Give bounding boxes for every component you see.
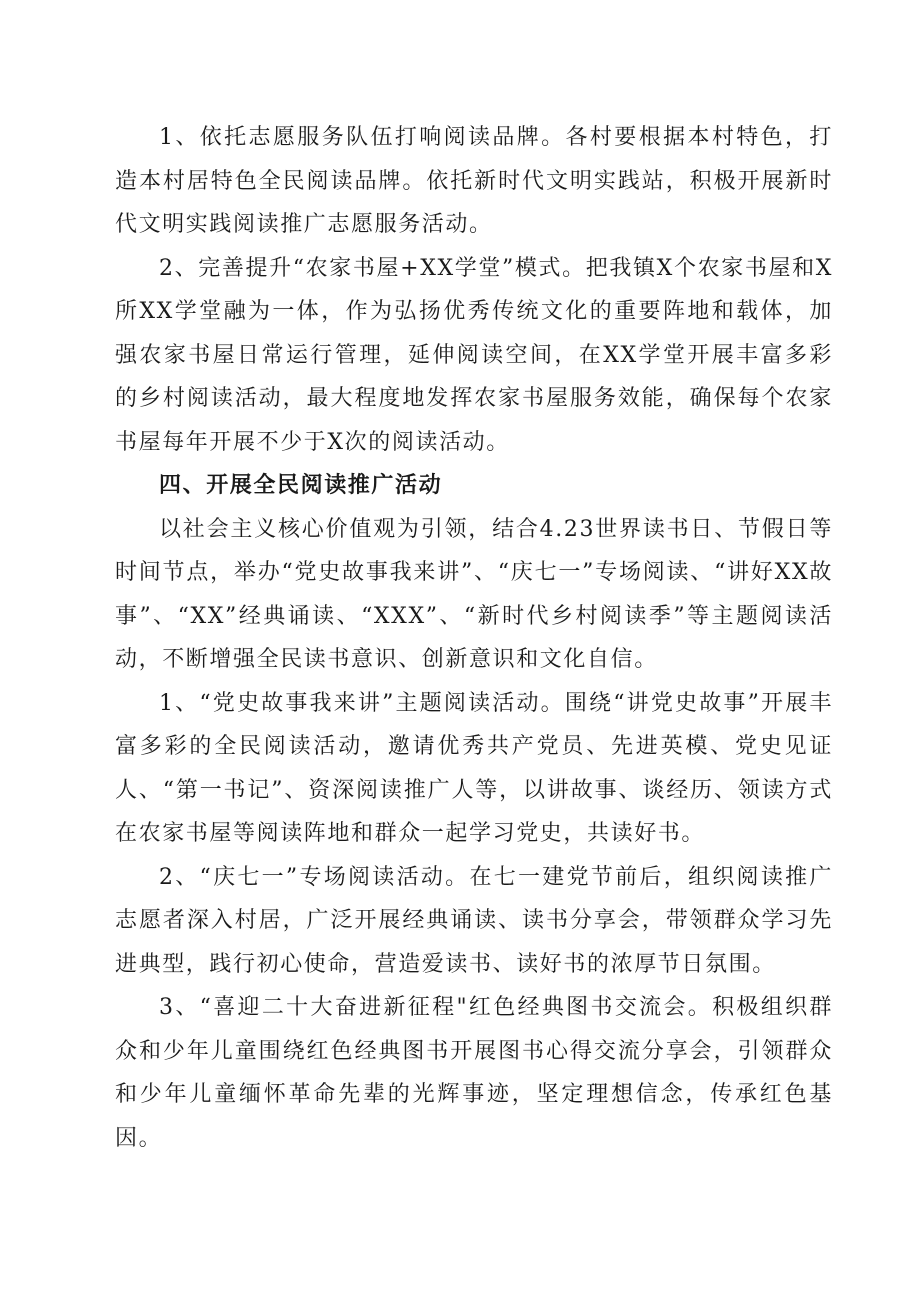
paragraph-village-reading-brand: 1、依托志愿服务队伍打响阅读品牌。各村要根据本村特色，打造本村居特色全民阅读品牌。依托新时代文明实践站，积极开展新时代文明实践阅读推广志愿服务活动。 — [115, 125, 833, 237]
paragraph-july-first-reading: 2、“庆七一”专场阅读活动。在七一建党节前后，组织阅读推广志愿者深入村居，广泛开展经典诵读、读书分享会，带领群众学习先进典型，践行初心使命，营造爱读书、读好书的浓厚节日氛围。 — [115, 864, 833, 977]
paragraph-party-history-stories: 1、“党史故事我来讲”主题阅读活动。围绕“讲党史故事”开展丰富多彩的全民阅读活动，邀请优秀共产党员、先进英模、党史见证人、“第一书记”、资深阅读推广人等，以讲故事、谈经历、领读方式在农家书屋等阅读阵地和群众一起学习党史，共读好书。 — [115, 690, 833, 846]
section-heading-reading-activities: 四、开展全民阅读推广活动 — [159, 473, 443, 498]
paragraph-red-classics-exchange: 3、“喜迎二十大奋进新征程"红色经典图书交流会。积极组织群众和少年儿童围绕红色经典图书开展图书心得交流分享会，引领群众和少年儿童缅怀革命先辈的光辉事迹，坚定理想信念，传承红色基因。 — [115, 995, 833, 1151]
document-page — [115, 116, 833, 1160]
paragraph-activities-intro: 以社会主义核心价值观为引领，结合4.23世界读书日、节假日等时间节点，举办“党史故事我来讲”、“庆七一”专场阅读、“讲好XX故事”、“XX”经典诵读、“XXX”、“新时代乡村阅读季”等主题阅读活动，不断增强全民读书意识、创新意识和文化自信。 — [115, 516, 833, 672]
paragraph-farmhouse-library-mode: 2、完善提升“农家书屋+XX学堂”模式。把我镇X个农家书屋和X所XX学堂融为一体，作为弘扬优秀传统文化的重要阵地和载体，加强农家书屋日常运行管理，延伸阅读空间，在XX学堂开展丰富多彩的乡村阅读活动，最大程度地发挥农家书屋服务效能，确保每个农家书屋每年开展不少于X次的阅读活动。 — [115, 255, 833, 455]
